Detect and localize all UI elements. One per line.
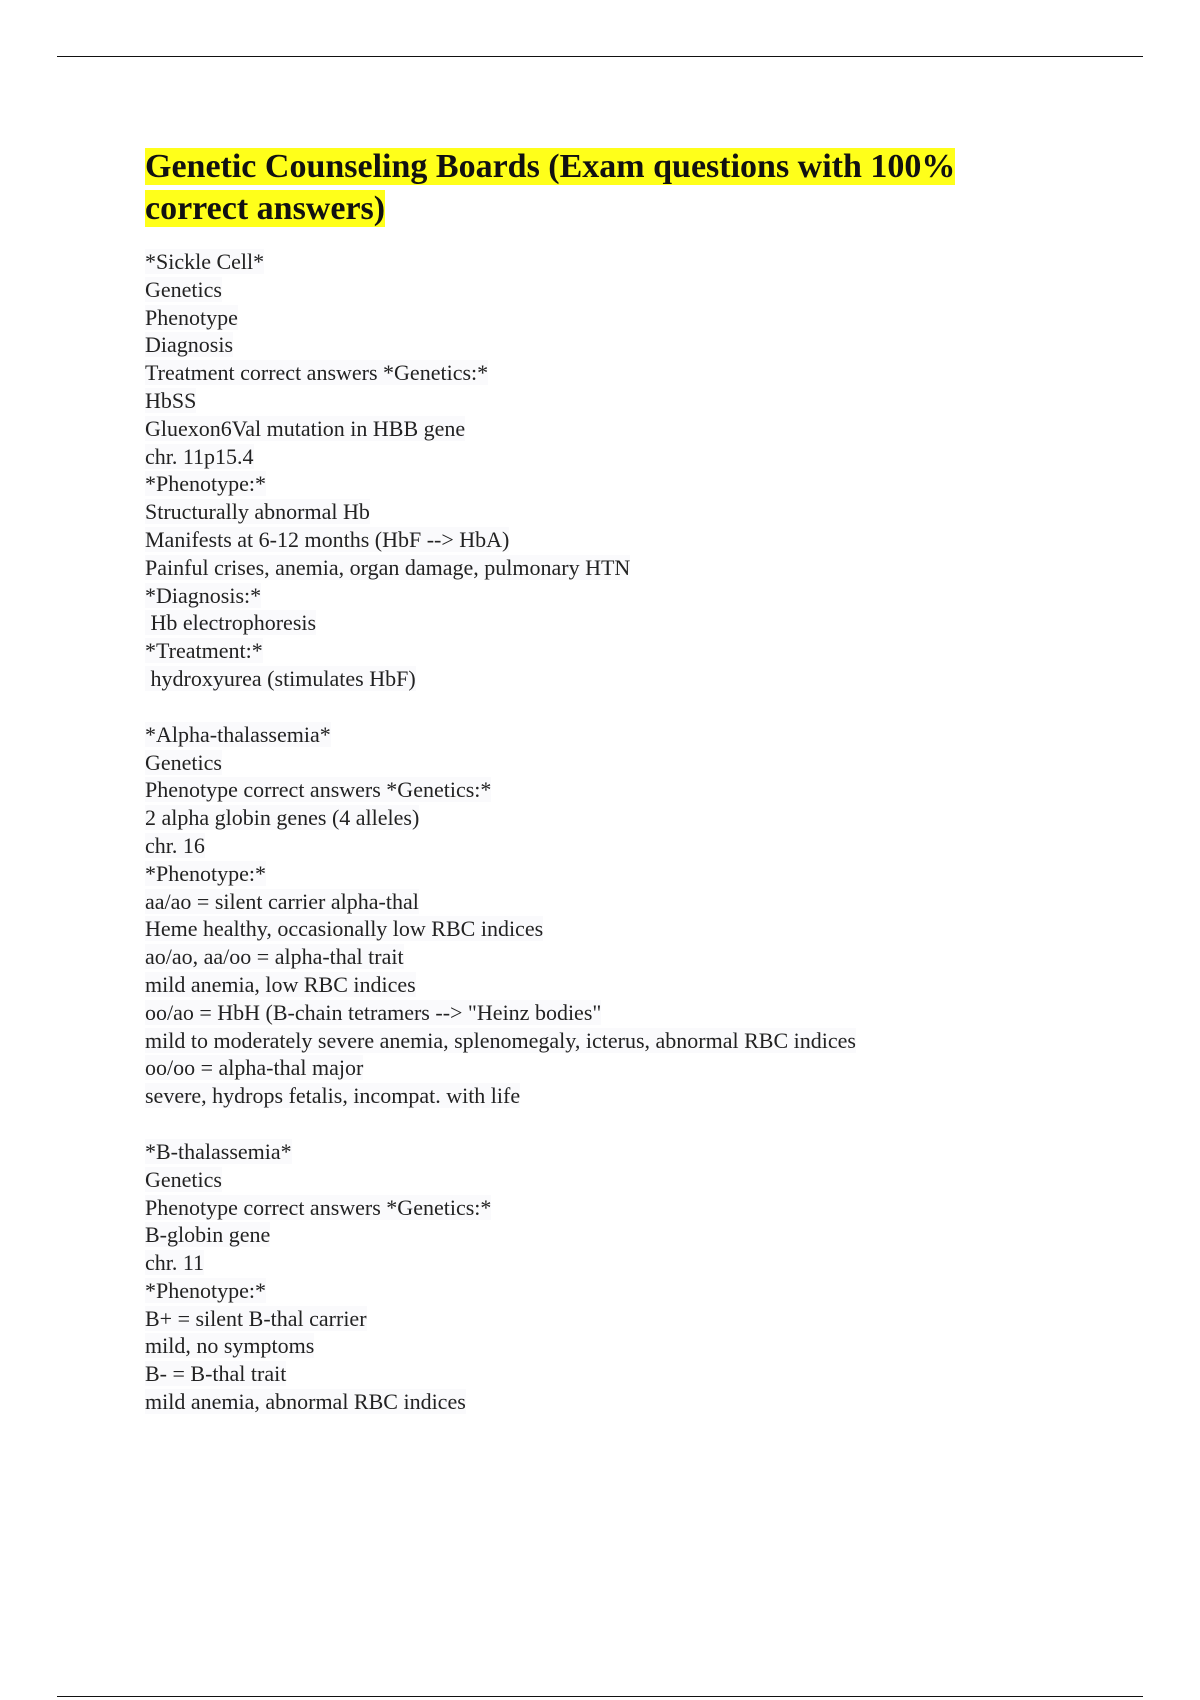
text-line-content: *Phenotype:*: [145, 1277, 266, 1303]
content-section: [145, 248, 1105, 693]
text-line-content: Phenotype correct answers *Genetics:*: [145, 1194, 492, 1220]
text-line: [145, 776, 1105, 804]
text-line-content: Manifests at 6-12 months (HbF --> HbA): [145, 526, 510, 552]
text-line-content: Phenotype correct answers *Genetics:*: [145, 777, 492, 803]
document-content: [145, 248, 1105, 1416]
text-line-content: *Alpha-thalassemia*: [145, 721, 331, 747]
text-line: [145, 1054, 1105, 1082]
text-line-content: *Sickle Cell*: [145, 249, 265, 274]
text-line-content: mild to moderately severe anemia, splenomegaly, icterus, abnormal RBC indices: [145, 1027, 856, 1053]
text-line-content: *Treatment:*: [145, 638, 263, 664]
text-line: [145, 915, 1105, 943]
text-line: [145, 387, 1105, 415]
text-line-content: chr. 11: [145, 1250, 205, 1276]
text-line-content: HbSS: [145, 387, 197, 413]
text-line-content: mild anemia, low RBC indices: [145, 971, 416, 997]
content-section: [145, 721, 1105, 1110]
text-line: [145, 637, 1105, 665]
page-body: [145, 146, 1105, 1416]
text-line-content: chr. 16: [145, 832, 205, 858]
text-line: [145, 943, 1105, 971]
text-line: [145, 860, 1105, 888]
text-line: [145, 1277, 1105, 1305]
text-line: [145, 331, 1105, 359]
text-line-content: *Phenotype:*: [145, 860, 266, 886]
text-line-content: oo/ao = HbH (B-chain tetramers --> "Heinz bodies": [145, 999, 602, 1025]
text-line-content: ao/ao, aa/oo = alpha-thal trait: [145, 944, 404, 970]
text-line: [145, 1249, 1105, 1277]
text-line: [145, 749, 1105, 777]
text-line: [145, 1194, 1105, 1222]
text-line: [145, 470, 1105, 498]
text-line: [145, 1027, 1105, 1055]
text-line-content: Diagnosis: [145, 332, 233, 358]
text-line-content: hydroxyurea (stimulates HbF): [145, 665, 416, 691]
text-line-content: B- = B-thal trait: [145, 1361, 287, 1387]
document-title-line-2: correct answers): [145, 190, 386, 227]
document-title: [145, 146, 1105, 230]
text-line-content: Genetics: [145, 1166, 222, 1192]
text-line: [145, 276, 1105, 304]
text-line-content: Hb electrophoresis: [145, 610, 317, 636]
text-line-content: Structurally abnormal Hb: [145, 499, 370, 525]
text-line-content: Gluexon6Val mutation in HBB gene: [145, 415, 466, 441]
text-line-content: mild anemia, abnormal RBC indices: [145, 1389, 466, 1415]
text-line-content: Painful crises, anemia, organ damage, pulmonary HTN: [145, 554, 631, 580]
text-line: [145, 498, 1105, 526]
text-line: [145, 1305, 1105, 1333]
content-section: [145, 1138, 1105, 1416]
text-line: [145, 999, 1105, 1027]
header-rule: [57, 56, 1143, 57]
text-line: [145, 304, 1105, 332]
text-line: [145, 804, 1105, 832]
text-line-content: mild, no symptoms: [145, 1333, 315, 1359]
text-line: [145, 526, 1105, 554]
footer-rule: [57, 1696, 1143, 1697]
text-line: [145, 1166, 1105, 1194]
text-line: [145, 609, 1105, 637]
text-line-content: Treatment correct answers *Genetics:*: [145, 360, 489, 386]
text-line: [145, 832, 1105, 860]
text-line-content: *Diagnosis:*: [145, 582, 262, 608]
section-heading: [145, 248, 1105, 276]
section-heading: [145, 721, 1105, 749]
text-line-content: *B-thalassemia*: [145, 1138, 292, 1164]
text-line: [145, 443, 1105, 471]
document-title-line-1: Genetic Counseling Boards (Exam questions with 100%: [145, 148, 956, 185]
text-line-content: chr. 11p15.4: [145, 443, 254, 469]
text-line: [145, 359, 1105, 387]
text-line: [145, 1332, 1105, 1360]
text-line: [145, 554, 1105, 582]
text-line: [145, 971, 1105, 999]
text-line-content: *Phenotype:*: [145, 471, 266, 497]
text-line: [145, 1360, 1105, 1388]
text-line: [145, 415, 1105, 443]
text-line-content: Genetics: [145, 276, 222, 302]
text-line: [145, 1221, 1105, 1249]
text-line: [145, 665, 1105, 693]
text-line-content: aa/ao = silent carrier alpha-thal: [145, 888, 419, 914]
text-line-content: B+ = silent B-thal carrier: [145, 1305, 367, 1331]
text-line: [145, 888, 1105, 916]
text-line-content: B-globin gene: [145, 1222, 271, 1248]
text-line-content: severe, hydrops fetalis, incompat. with life: [145, 1083, 521, 1109]
text-line: [145, 1082, 1105, 1110]
text-line-content: Heme healthy, occasionally low RBC indices: [145, 916, 544, 942]
text-line-content: Genetics: [145, 749, 222, 775]
text-line: [145, 1388, 1105, 1416]
text-line-content: Phenotype: [145, 304, 238, 330]
section-heading: [145, 1138, 1105, 1166]
text-line-content: 2 alpha globin genes (4 alleles): [145, 805, 420, 831]
text-line: [145, 582, 1105, 610]
text-line-content: oo/oo = alpha-thal major: [145, 1055, 364, 1081]
